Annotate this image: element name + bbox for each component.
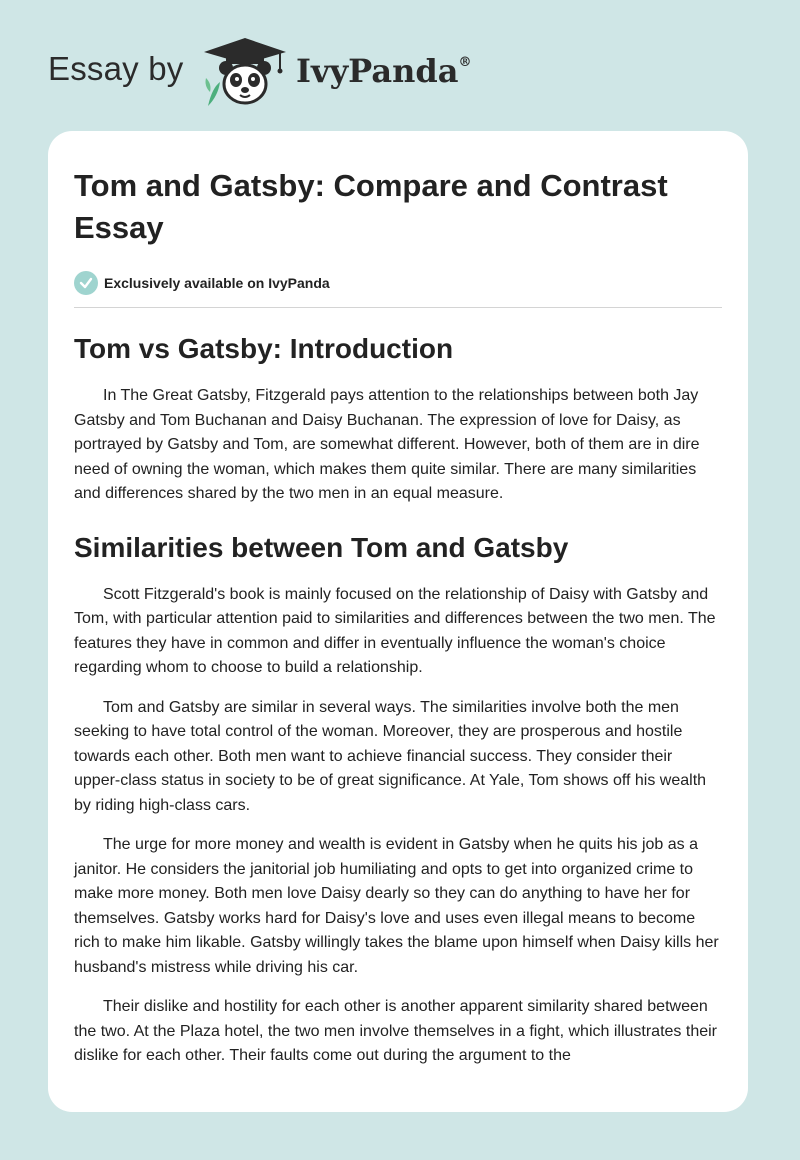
paragraph: Scott Fitzgerald's book is mainly focused on the relationship of Daisy with Gatsby and Tom, with particular attention paid to similarities and differences between the two men. The features they have in common and differ in eventually influence the woman's choice regarding whom to choose to build a relationship. <box>74 585 716 676</box>
brand-text: IvyPanda <box>296 52 459 90</box>
check-icon <box>74 271 98 295</box>
section-heading-similarities: Similarities between Tom and Gatsby <box>74 531 569 563</box>
essay-by-label: Essay by <box>48 50 184 87</box>
site-header <box>0 0 800 130</box>
paragraph: The urge for more money and wealth is evident in Gatsby when he quits his job as a janitor. He considers the janitorial job humiliating and opts to get into organized crime to make more money. Both men love Daisy dearly so they can do anything to have her for themselves. Gatsby works hard for Daisy's love and uses even illegal means to become rich to make him likable. Gatsby willingly takes the blame upon himself when Daisy kills her husband's mistress while driving his car. <box>74 836 719 976</box>
paragraph: Tom and Gatsby are similar in several ways. The similarities involve both the men seeking to have total control of the woman. Moreover, they are prosperous and hostile towards each other. Both men want to achieve financial success. They consider their upper-class status in society to be of great significance. At Yale, Tom shows off his wealth by riding high-class cars. <box>74 698 707 814</box>
badge-text: Exclusively available on IvyPanda <box>104 275 330 291</box>
divider <box>74 307 722 308</box>
essay-card <box>48 131 748 1112</box>
paragraph: Their dislike and hostility for each other is another apparent similarity shared between the two. At the Plaza hotel, the two men involve themselves in a fight, which illustrates their dislike for each other. Their faults come out during the argument to the <box>74 998 717 1064</box>
essay-title: Tom and Gatsby: Compare and Contrast Essay <box>74 168 668 245</box>
ivypanda-logo-icon[interactable] <box>200 36 290 108</box>
brand-name[interactable] <box>296 52 471 90</box>
exclusive-badge <box>74 269 722 297</box>
registered-mark: ® <box>458 55 472 71</box>
section-heading-introduction: Tom vs Gatsby: Introduction <box>74 333 454 364</box>
paragraph: In The Great Gatsby, Fitzgerald pays attention to the relationships between both Jay Gatsby and Tom Buchanan and Daisy Buchanan. The expression of love for Daisy, as portrayed by Gatsby and Tom, are somewhat different. However, both of them are in dire need of owning the woman, which makes them quite similar. There are many similarities and differences shared by the two men in an equal measure. <box>74 387 700 502</box>
